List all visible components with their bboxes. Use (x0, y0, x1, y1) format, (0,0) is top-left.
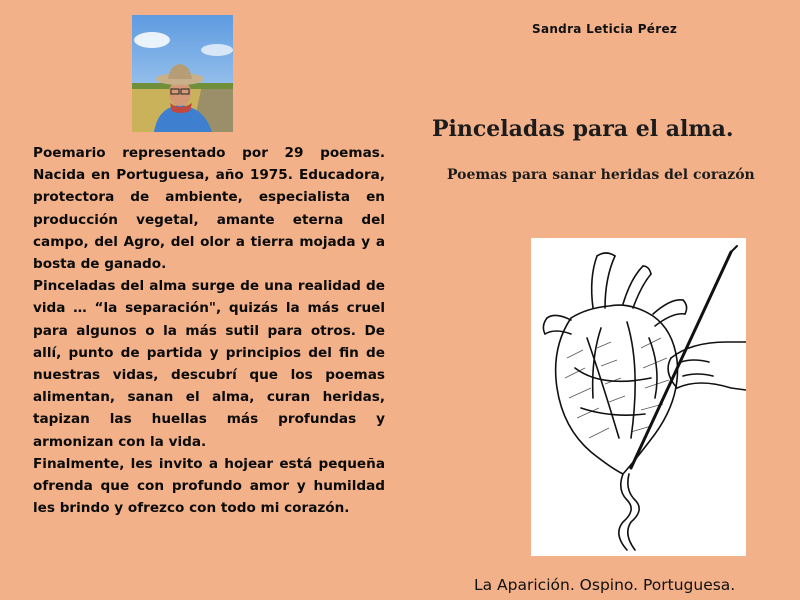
author-photo (132, 15, 233, 132)
publication-place: La Aparición. Ospino. Portuguesa. (474, 576, 736, 594)
book-subtitle: Poemas para sanar heridas del corazón (447, 167, 755, 183)
cover-illustration (531, 238, 746, 556)
author-photo-image (132, 15, 233, 132)
book-title: Pinceladas para el alma. (432, 116, 734, 142)
author-name: Sandra Leticia Pérez (532, 22, 678, 36)
heart-brush-illustration (531, 238, 746, 556)
back-cover-paragraph-3: Finalmente, les invito a hojear está pequeña ofrenda que con profundo amor y humildad les brindo y ofrezco con todo mi corazón. (33, 455, 385, 517)
back-cover-paragraph-1: Poemario representado por 29 poemas. Nacida en Portuguesa, año 1975. Educadora, protectora de ambiente, especialista en producción vegetal, amante eterna del campo, del Agro, del olor a tierra mojada y a bosta de ganado. (33, 145, 385, 273)
back-cover-text (33, 142, 385, 519)
back-cover-paragraph-2: Pinceladas del alma surge de una realidad de vida … “la separación", quizás la más cruel para algunos o la más sutil para otros. De allí, punto de partida y principios del fin de nuestras vidas, descubrí que los poemas alimentan, sanan el alma, curan heridas, tapizan las huellas más profundas y armonizan con la vida. (33, 278, 385, 450)
